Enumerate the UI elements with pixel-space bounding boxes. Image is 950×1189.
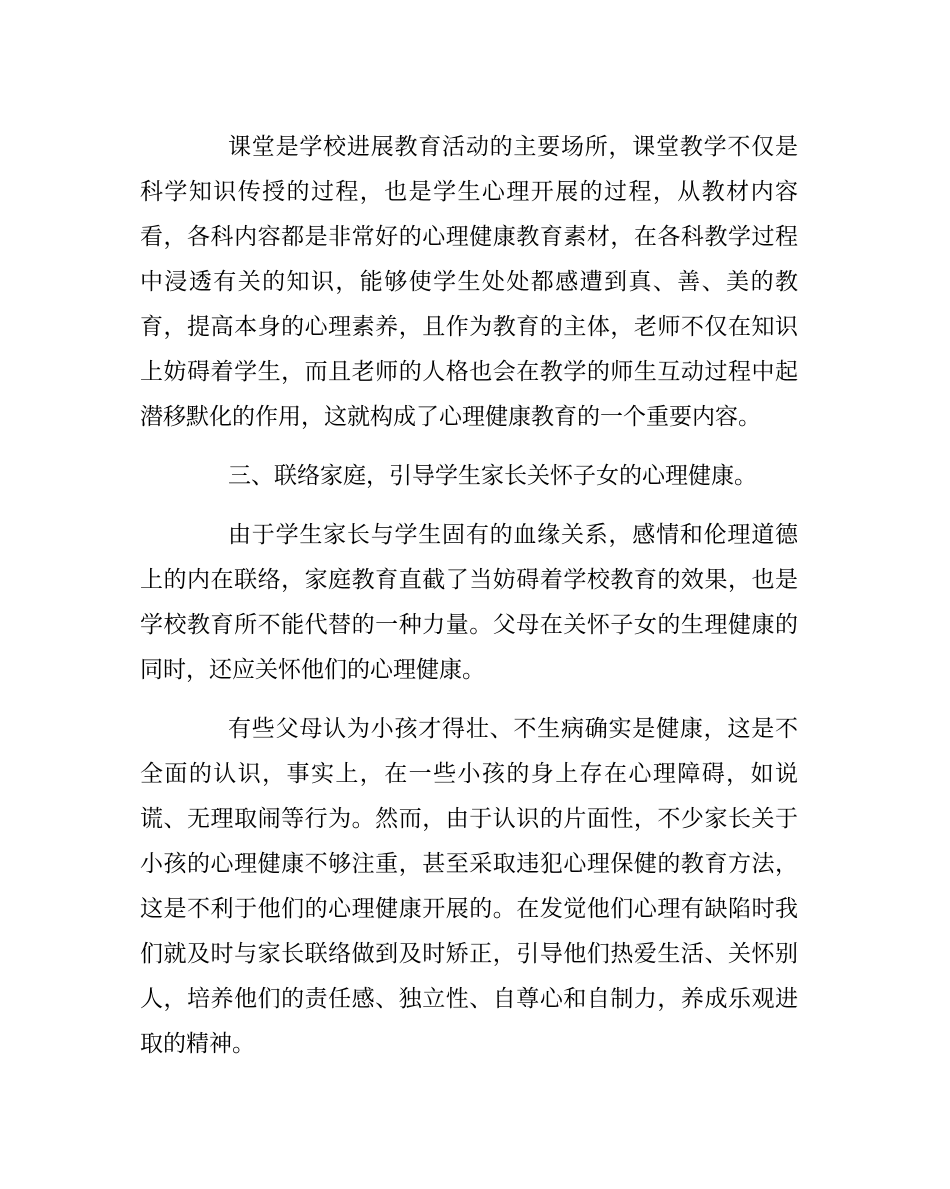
document-body — [140, 125, 798, 1081]
paragraph-parent-guidance: 有些父母认为小孩才得壮、不生病确实是健康，这是不全面的认识，事实上，在一些小孩的身上存在心理障碍，如说谎、无理取闹等行为。然而，由于认识的片面性，不少家长关于小孩的心理健康不够注重，甚至采取违犯心理保健的教育方法，这是不利于他们的心理健康开展的。在发觉他们心理有缺陷时我们就及时与家长联络做到及时矫正，引导他们热爱生活、关怀别人，培养他们的责任感、独立性、自尊心和自制力，养成乐观进取的精神。 — [140, 716, 798, 1057]
section-heading-family-contact: 三、联络家庭，引导学生家长关怀子女的心理健康。 — [228, 463, 757, 489]
paragraph-classroom-teaching: 课堂是学校进展教育活动的主要场所，课堂教学不仅是科学知识传授的过程，也是学生心理开展的过程，从教材内容看，各科内容都是非常好的心理健康教育素材，在各科教学过程中浸透有关的知识，能够使学生处处都感遭到真、善、美的教育，提高本身的心理素养，且作为教育的主体，老师不仅在知识上妨碍着学生，而且老师的人格也会在教学的师生互动过程中起潜移默化的作用，这就构成了心理健康教育的一个重要内容。 — [140, 134, 798, 430]
paragraph-family-education: 由于学生家长与学生固有的血缘关系，感情和伦理道德上的内在联络，家庭教育直截了当妨碍着学校教育的效果，也是学校教育所不能代替的一种力量。父母在关怀子女的生理健康的同时，还应关怀他们的心理健康。 — [140, 522, 798, 683]
